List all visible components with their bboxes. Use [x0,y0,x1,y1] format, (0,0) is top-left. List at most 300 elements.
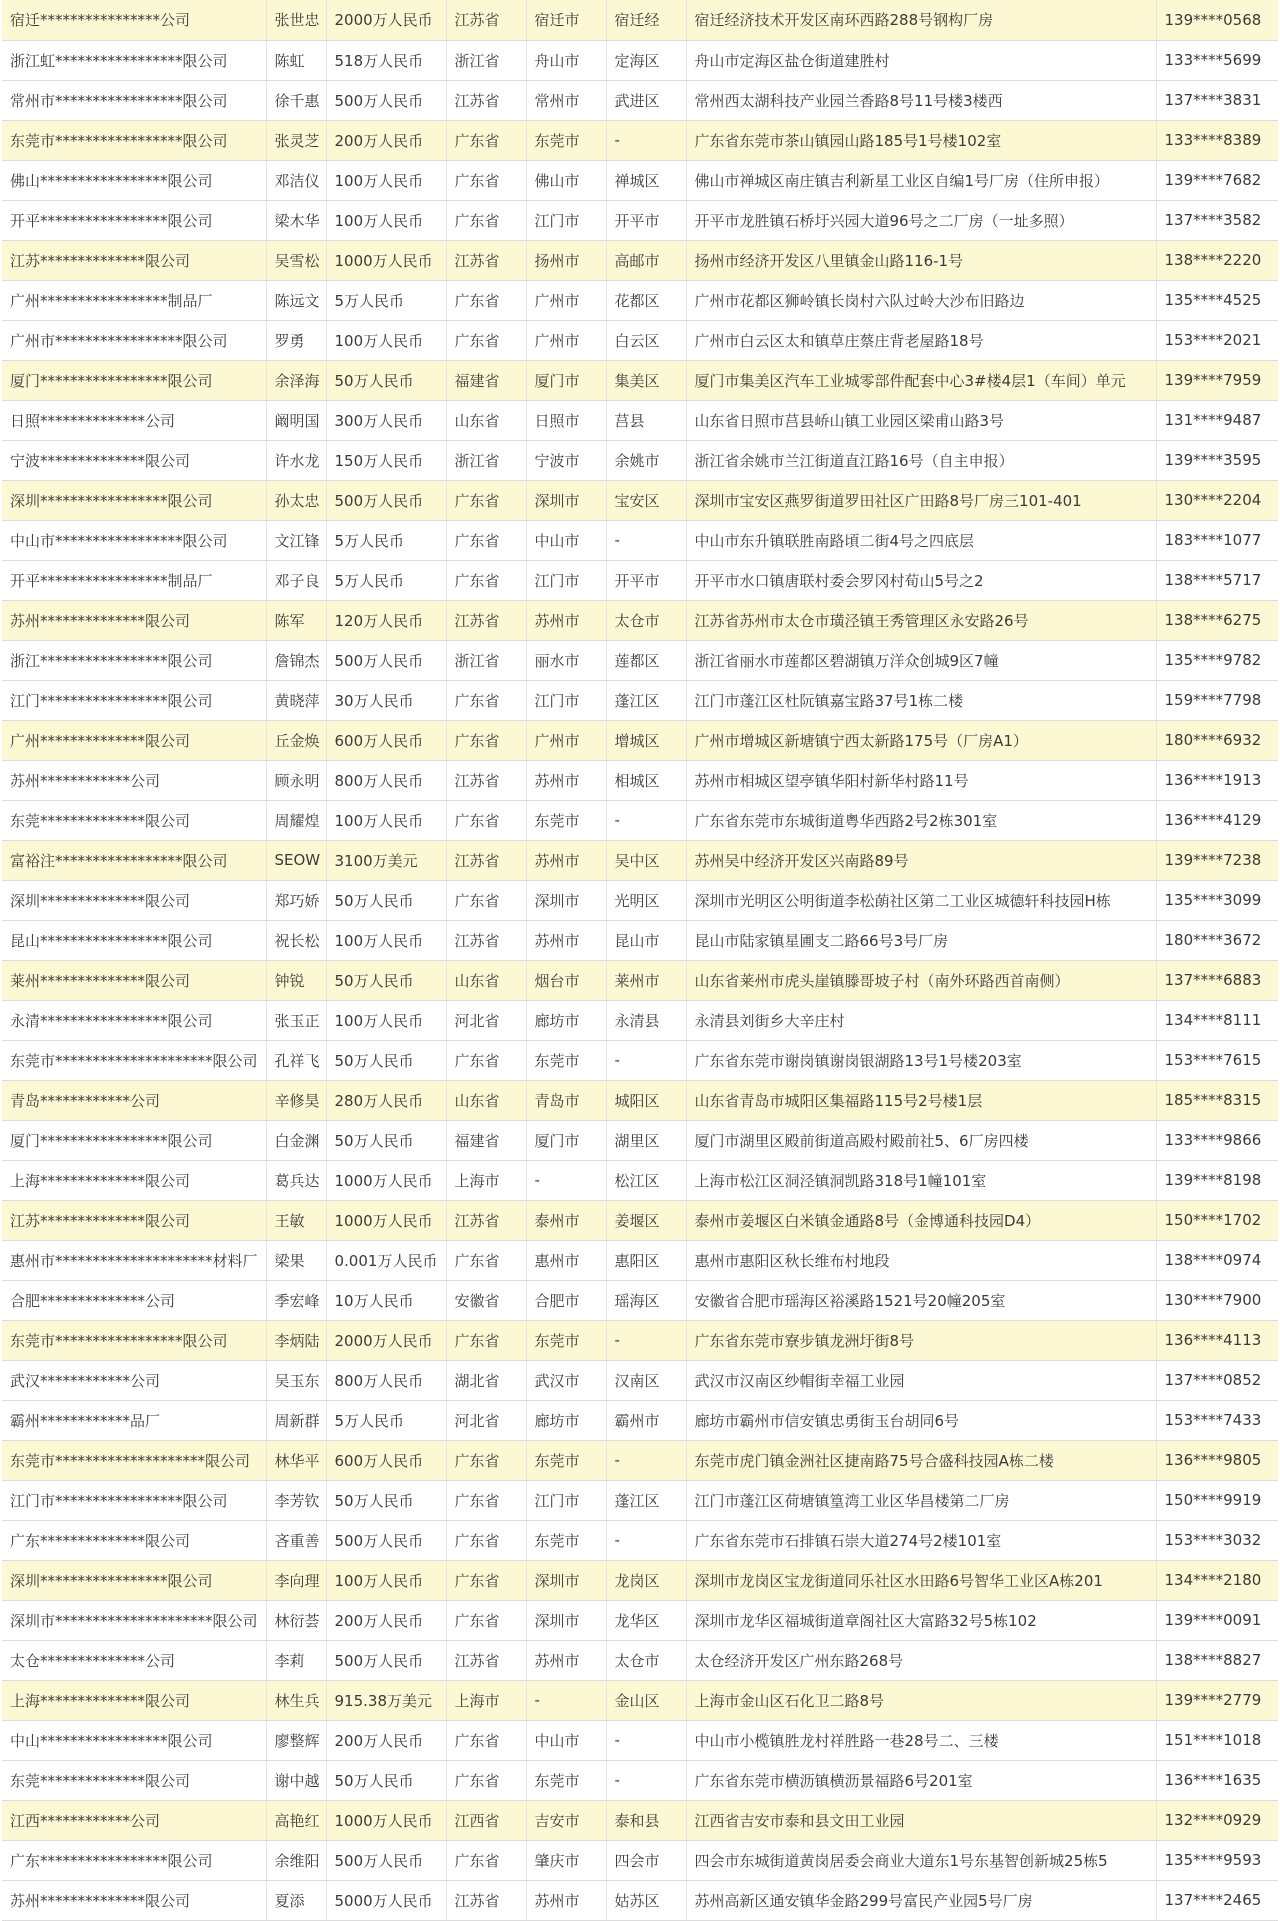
district-cell: 蓬江区 [606,1480,686,1520]
address-cell: 广东省东莞市茶山镇园山路185号1号楼102室 [686,120,1156,160]
city-cell: 广州市 [526,280,606,320]
table-row [2,920,1278,960]
phone-cell: 139****0091 [1156,1600,1278,1640]
company-name-cell: 武汉************公司 [2,1360,266,1400]
registered-capital-cell: 50万人民币 [326,1040,446,1080]
phone-cell: 136****1635 [1156,1760,1278,1800]
district-cell: 金山区 [606,1680,686,1720]
phone-cell: 137****6883 [1156,960,1278,1000]
company-name-cell: 东莞市*****************限公司 [2,120,266,160]
district-cell: 龙岗区 [606,1560,686,1600]
company-name-cell: 上海**************限公司 [2,1160,266,1200]
district-cell: 宿迁经 [606,0,686,40]
province-cell: 广东省 [446,200,526,240]
address-cell: 惠州市惠阳区秋长维布村地段 [686,1240,1156,1280]
city-cell: 苏州市 [526,840,606,880]
registered-capital-cell: 100万人民币 [326,320,446,360]
legal-rep-cell: 陈远文 [266,280,326,320]
phone-cell: 139****3595 [1156,440,1278,480]
company-table [2,0,1278,1921]
table-row [2,1520,1278,1560]
company-name-cell: 江门*****************限公司 [2,680,266,720]
legal-rep-cell: 许水龙 [266,440,326,480]
province-cell: 江苏省 [446,760,526,800]
district-cell: 霸州市 [606,1400,686,1440]
district-cell: 太仓市 [606,600,686,640]
address-cell: 上海市松江区洞泾镇洞凯路318号1幢101室 [686,1160,1156,1200]
city-cell: 泰州市 [526,1200,606,1240]
city-cell: 常州市 [526,80,606,120]
district-cell: - [606,1040,686,1080]
table-row [2,1080,1278,1120]
city-cell: 舟山市 [526,40,606,80]
district-cell: 蓬江区 [606,680,686,720]
phone-cell: 139****7682 [1156,160,1278,200]
province-cell: 浙江省 [446,440,526,480]
registered-capital-cell: 200万人民币 [326,120,446,160]
table-row [2,800,1278,840]
company-name-cell: 江苏**************限公司 [2,1200,266,1240]
province-cell: 江苏省 [446,840,526,880]
legal-rep-cell: 黄晓萍 [266,680,326,720]
registered-capital-cell: 5万人民币 [326,280,446,320]
legal-rep-cell: 詹锦杰 [266,640,326,680]
province-cell: 河北省 [446,1000,526,1040]
district-cell: 四会市 [606,1840,686,1880]
address-cell: 广东省东莞市石排镇石崇大道274号2楼101室 [686,1520,1156,1560]
phone-cell: 133****5699 [1156,40,1278,80]
address-cell: 深圳市光明区公明街道李松蓢社区第二工业区城德轩科技园H栋 [686,880,1156,920]
district-cell: 莱州市 [606,960,686,1000]
registered-capital-cell: 500万人民币 [326,1520,446,1560]
registered-capital-cell: 3100万美元 [326,840,446,880]
registered-capital-cell: 300万人民币 [326,400,446,440]
city-cell: 深圳市 [526,880,606,920]
district-cell: 花都区 [606,280,686,320]
legal-rep-cell: 吴玉东 [266,1360,326,1400]
company-name-cell: 霸州************品厂 [2,1400,266,1440]
address-cell: 广东省东莞市横沥镇横沥景福路6号201室 [686,1760,1156,1800]
legal-rep-cell: 顾永明 [266,760,326,800]
city-cell: 丽水市 [526,640,606,680]
province-cell: 广东省 [446,1600,526,1640]
district-cell: 昆山市 [606,920,686,960]
legal-rep-cell: 孔祥飞 [266,1040,326,1080]
city-cell: 宿迁市 [526,0,606,40]
province-cell: 广东省 [446,1480,526,1520]
registered-capital-cell: 2000万人民币 [326,0,446,40]
legal-rep-cell: 夏添 [266,1880,326,1920]
city-cell: 苏州市 [526,920,606,960]
legal-rep-cell: 陈虹 [266,40,326,80]
city-cell: 深圳市 [526,480,606,520]
province-cell: 广东省 [446,560,526,600]
company-name-cell: 江苏**************限公司 [2,240,266,280]
province-cell: 广东省 [446,1320,526,1360]
province-cell: 江苏省 [446,1640,526,1680]
legal-rep-cell: 李芳钦 [266,1480,326,1520]
province-cell: 江苏省 [446,80,526,120]
address-cell: 常州西太湖科技产业园兰香路8号11号楼3楼西 [686,80,1156,120]
province-cell: 山东省 [446,1080,526,1120]
city-cell: 宁波市 [526,440,606,480]
address-cell: 深圳市龙华区福城街道章阁社区大富路32号5栋102 [686,1600,1156,1640]
legal-rep-cell: 辛修昊 [266,1080,326,1120]
table-row [2,1320,1278,1360]
district-cell: - [606,800,686,840]
phone-cell: 139****7959 [1156,360,1278,400]
registered-capital-cell: 1000万人民币 [326,240,446,280]
address-cell: 中山市东升镇联胜南路頃二街4号之四底层 [686,520,1156,560]
city-cell: 烟台市 [526,960,606,1000]
district-cell: 太仓市 [606,1640,686,1680]
table-row [2,200,1278,240]
city-cell: 青岛市 [526,1080,606,1120]
company-name-cell: 广州*****************制品厂 [2,280,266,320]
district-cell: - [606,1760,686,1800]
address-cell: 广东省东莞市东城街道粤华西路2号2栋301室 [686,800,1156,840]
registered-capital-cell: 800万人民币 [326,760,446,800]
city-cell: 廊坊市 [526,1400,606,1440]
district-cell: 姜堰区 [606,1200,686,1240]
address-cell: 深圳市宝安区燕罗街道罗田社区广田路8号厂房三101-401 [686,480,1156,520]
province-cell: 广东省 [446,1440,526,1480]
company-name-cell: 深圳*****************限公司 [2,480,266,520]
legal-rep-cell: 梁果 [266,1240,326,1280]
address-cell: 泰州市姜堰区白米镇金通路8号（金博通科技园D4） [686,1200,1156,1240]
phone-cell: 138****2220 [1156,240,1278,280]
address-cell: 中山市小榄镇胜龙村祥胜路一巷28号二、三楼 [686,1720,1156,1760]
district-cell: 吴中区 [606,840,686,880]
registered-capital-cell: 50万人民币 [326,1760,446,1800]
address-cell: 广东省东莞市寮步镇龙洲圩街8号 [686,1320,1156,1360]
address-cell: 昆山市陆家镇星圃支二路66号3号厂房 [686,920,1156,960]
legal-rep-cell: 邓子良 [266,560,326,600]
table-row [2,440,1278,480]
district-cell: 永清县 [606,1000,686,1040]
city-cell: 深圳市 [526,1560,606,1600]
company-name-cell: 苏州**************限公司 [2,1880,266,1920]
legal-rep-cell: 白金渊 [266,1120,326,1160]
table-row [2,680,1278,720]
phone-cell: 139****7238 [1156,840,1278,880]
company-name-cell: 厦门*****************限公司 [2,360,266,400]
city-cell: 苏州市 [526,600,606,640]
city-cell: 东莞市 [526,1440,606,1480]
address-cell: 深圳市龙岗区宝龙街道同乐社区水田路6号智华工业区A栋201 [686,1560,1156,1600]
registered-capital-cell: 100万人民币 [326,200,446,240]
city-cell: 厦门市 [526,1120,606,1160]
table-row [2,600,1278,640]
company-name-cell: 广东**************限公司 [2,1520,266,1560]
city-cell: 江门市 [526,680,606,720]
company-name-cell: 东莞市********************限公司 [2,1440,266,1480]
legal-rep-cell: 周新群 [266,1400,326,1440]
district-cell: 相城区 [606,760,686,800]
address-cell: 太仓经济开发区广州东路268号 [686,1640,1156,1680]
city-cell: 中山市 [526,1720,606,1760]
registered-capital-cell: 200万人民币 [326,1720,446,1760]
legal-rep-cell: 祝长松 [266,920,326,960]
company-name-cell: 深圳市*********************限公司 [2,1600,266,1640]
phone-cell: 135****3099 [1156,880,1278,920]
city-cell: 深圳市 [526,1600,606,1640]
legal-rep-cell: 高艳红 [266,1800,326,1840]
company-name-cell: 青岛************公司 [2,1080,266,1120]
company-name-cell: 深圳**************限公司 [2,880,266,920]
table-row [2,560,1278,600]
legal-rep-cell: 吝重善 [266,1520,326,1560]
registered-capital-cell: 50万人民币 [326,360,446,400]
district-cell: 开平市 [606,560,686,600]
address-cell: 浙江省余姚市兰江街道直江路16号（自主申报） [686,440,1156,480]
legal-rep-cell: 张灵芝 [266,120,326,160]
city-cell: 中山市 [526,520,606,560]
table-row [2,1280,1278,1320]
city-cell: 广州市 [526,320,606,360]
legal-rep-cell: 李莉 [266,1640,326,1680]
phone-cell: 139****2779 [1156,1680,1278,1720]
address-cell: 山东省莱州市虎头崖镇滕哥坡子村（南外环路西首南侧） [686,960,1156,1000]
city-cell: 东莞市 [526,1320,606,1360]
district-cell: - [606,1520,686,1560]
phone-cell: 135****9782 [1156,640,1278,680]
table-row [2,160,1278,200]
company-name-cell: 江门市*****************限公司 [2,1480,266,1520]
legal-rep-cell: 邓洁仪 [266,160,326,200]
city-cell: 合肥市 [526,1280,606,1320]
company-name-cell: 开平*****************制品厂 [2,560,266,600]
province-cell: 江苏省 [446,1880,526,1920]
registered-capital-cell: 1000万人民币 [326,1800,446,1840]
legal-rep-cell: 李炳陆 [266,1320,326,1360]
registered-capital-cell: 100万人民币 [326,920,446,960]
legal-rep-cell: 林华平 [266,1440,326,1480]
legal-rep-cell: 余泽海 [266,360,326,400]
legal-rep-cell: 钟锐 [266,960,326,1000]
table-row [2,1040,1278,1080]
company-name-cell: 常州市*****************限公司 [2,80,266,120]
registered-capital-cell: 500万人民币 [326,640,446,680]
table-row [2,1680,1278,1720]
city-cell: 东莞市 [526,1520,606,1560]
address-cell: 山东省日照市莒县峤山镇工业园区梁甫山路3号 [686,400,1156,440]
table-row [2,360,1278,400]
company-name-cell: 东莞**************限公司 [2,800,266,840]
table-row [2,520,1278,560]
registered-capital-cell: 5万人民币 [326,1400,446,1440]
city-cell: - [526,1680,606,1720]
district-cell: 余姚市 [606,440,686,480]
province-cell: 广东省 [446,1840,526,1880]
city-cell: 佛山市 [526,160,606,200]
district-cell: 惠阳区 [606,1240,686,1280]
company-name-cell: 深圳*****************限公司 [2,1560,266,1600]
company-name-cell: 宿迁****************公司 [2,0,266,40]
address-cell: 广州市白云区太和镇草庄蔡庄背老屋路18号 [686,320,1156,360]
company-name-cell: 东莞市*****************限公司 [2,1320,266,1360]
company-name-cell: 中山市*****************限公司 [2,520,266,560]
district-cell: - [606,120,686,160]
city-cell: 东莞市 [526,1040,606,1080]
phone-cell: 134****8111 [1156,1000,1278,1040]
address-cell: 宿迁经济技术开发区南环西路288号钢构厂房 [686,0,1156,40]
legal-rep-cell: 林衍荟 [266,1600,326,1640]
phone-cell: 159****7798 [1156,680,1278,720]
table-row [2,1640,1278,1680]
city-cell: 广州市 [526,720,606,760]
phone-cell: 139****0568 [1156,0,1278,40]
phone-cell: 136****1913 [1156,760,1278,800]
province-cell: 广东省 [446,880,526,920]
address-cell: 厦门市湖里区殿前街道高殿村殿前社5、6厂房四楼 [686,1120,1156,1160]
address-cell: 上海市金山区石化卫二路8号 [686,1680,1156,1720]
province-cell: 江苏省 [446,600,526,640]
company-name-cell: 上海**************限公司 [2,1680,266,1720]
district-cell: 光明区 [606,880,686,920]
company-name-cell: 广州**************限公司 [2,720,266,760]
address-cell: 佛山市禅城区南庄镇吉利新星工业区自编1号厂房（住所申报） [686,160,1156,200]
phone-cell: 138****5717 [1156,560,1278,600]
phone-cell: 180****3672 [1156,920,1278,960]
registered-capital-cell: 2000万人民币 [326,1320,446,1360]
city-cell: 厦门市 [526,360,606,400]
province-cell: 浙江省 [446,640,526,680]
phone-cell: 183****1077 [1156,520,1278,560]
company-name-cell: 浙江虹*****************限公司 [2,40,266,80]
table-row [2,840,1278,880]
legal-rep-cell: 罗勇 [266,320,326,360]
company-name-cell: 惠州市*********************材料厂 [2,1240,266,1280]
table-row [2,720,1278,760]
legal-rep-cell: 余维阳 [266,1840,326,1880]
legal-rep-cell: 郑巧娇 [266,880,326,920]
registered-capital-cell: 200万人民币 [326,1600,446,1640]
city-cell: 苏州市 [526,1880,606,1920]
province-cell: 浙江省 [446,40,526,80]
table-row [2,280,1278,320]
table-row [2,1760,1278,1800]
phone-cell: 137****3831 [1156,80,1278,120]
table-row [2,760,1278,800]
registered-capital-cell: 5万人民币 [326,560,446,600]
address-cell: 扬州市经济开发区八里镇金山路116-1号 [686,240,1156,280]
province-cell: 广东省 [446,480,526,520]
phone-cell: 151****1018 [1156,1720,1278,1760]
company-name-cell: 合肥**************公司 [2,1280,266,1320]
company-name-cell: 日照**************公司 [2,400,266,440]
company-name-cell: 苏州************公司 [2,760,266,800]
table-row [2,1120,1278,1160]
province-cell: 山东省 [446,960,526,1000]
company-name-cell: 广东*****************限公司 [2,1840,266,1880]
province-cell: 湖北省 [446,1360,526,1400]
district-cell: 龙华区 [606,1600,686,1640]
province-cell: 广东省 [446,680,526,720]
phone-cell: 150****1702 [1156,1200,1278,1240]
province-cell: 广东省 [446,120,526,160]
city-cell: 廊坊市 [526,1000,606,1040]
city-cell: 肇庆市 [526,1840,606,1880]
district-cell: 禅城区 [606,160,686,200]
company-name-cell: 宁波**************限公司 [2,440,266,480]
district-cell: 松江区 [606,1160,686,1200]
table-row [2,1840,1278,1880]
address-cell: 开平市龙胜镇石桥圩兴园大道96号之二厂房（一址多照） [686,200,1156,240]
address-cell: 厦门市集美区汽车工业城零部件配套中心3#楼4层1（车间）单元 [686,360,1156,400]
address-cell: 东莞市虎门镇金洲社区捷南路75号合盛科技园A栋二楼 [686,1440,1156,1480]
province-cell: 上海市 [446,1680,526,1720]
legal-rep-cell: 张玉正 [266,1000,326,1040]
address-cell: 江门市蓬江区杜阮镇嘉宝路37号1栋二楼 [686,680,1156,720]
registered-capital-cell: 150万人民币 [326,440,446,480]
registered-capital-cell: 500万人民币 [326,480,446,520]
company-name-cell: 东莞市*********************限公司 [2,1040,266,1080]
district-cell: 宝安区 [606,480,686,520]
city-cell: 苏州市 [526,760,606,800]
table-row [2,1240,1278,1280]
district-cell: 白云区 [606,320,686,360]
company-name-cell: 中山*****************限公司 [2,1720,266,1760]
address-cell: 浙江省丽水市莲都区碧湖镇万洋众创城9区7幢 [686,640,1156,680]
registered-capital-cell: 120万人民币 [326,600,446,640]
company-name-cell: 厦门*****************限公司 [2,1120,266,1160]
district-cell: 武进区 [606,80,686,120]
address-cell: 武汉市汉南区纱帽街幸福工业园 [686,1360,1156,1400]
phone-cell: 136****4113 [1156,1320,1278,1360]
table-row [2,880,1278,920]
phone-cell: 153****7615 [1156,1040,1278,1080]
table-row [2,960,1278,1000]
legal-rep-cell: 张世忠 [266,0,326,40]
company-name-cell: 广州市*****************限公司 [2,320,266,360]
district-cell: 增城区 [606,720,686,760]
table-row [2,1400,1278,1440]
address-cell: 江西省吉安市泰和县文田工业园 [686,1800,1156,1840]
address-cell: 廊坊市霸州市信安镇忠勇街玉台胡同6号 [686,1400,1156,1440]
district-cell: - [606,1440,686,1480]
city-cell: 武汉市 [526,1360,606,1400]
address-cell: 安徽省合肥市瑶海区裕溪路1521号20幢205室 [686,1280,1156,1320]
legal-rep-cell: 吴雪松 [266,240,326,280]
district-cell: 莒县 [606,400,686,440]
legal-rep-cell: 葛兵达 [266,1160,326,1200]
legal-rep-cell: 孙太忠 [266,480,326,520]
phone-cell: 153****2021 [1156,320,1278,360]
phone-cell: 130****2204 [1156,480,1278,520]
phone-cell: 138****8827 [1156,1640,1278,1680]
legal-rep-cell: 李向理 [266,1560,326,1600]
registered-capital-cell: 1000万人民币 [326,1160,446,1200]
registered-capital-cell: 500万人民币 [326,1640,446,1680]
legal-rep-cell: 王敏 [266,1200,326,1240]
city-cell: 吉安市 [526,1800,606,1840]
registered-capital-cell: 5万人民币 [326,520,446,560]
province-cell: 广东省 [446,280,526,320]
company-name-cell: 东莞**************限公司 [2,1760,266,1800]
table-row [2,1360,1278,1400]
table-row [2,480,1278,520]
district-cell: - [606,1720,686,1760]
province-cell: 广东省 [446,1560,526,1600]
table-row [2,320,1278,360]
address-cell: 永清县刘街乡大辛庄村 [686,1000,1156,1040]
province-cell: 江西省 [446,1800,526,1840]
table-row [2,640,1278,680]
province-cell: 广东省 [446,1240,526,1280]
table-row [2,80,1278,120]
province-cell: 广东省 [446,800,526,840]
